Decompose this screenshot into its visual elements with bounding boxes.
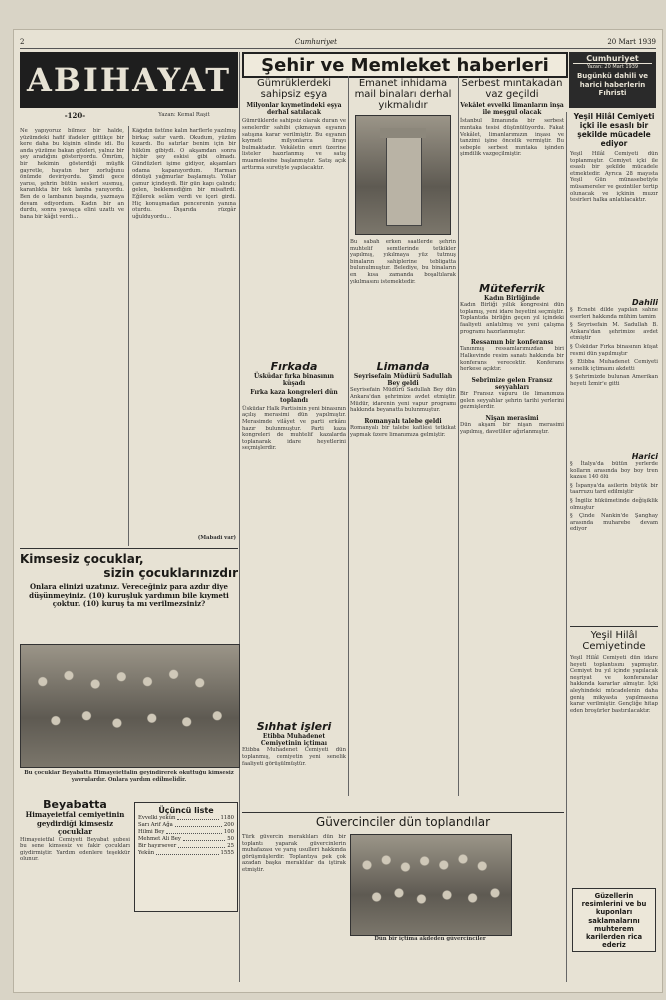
orphans-appeal bbox=[20, 552, 238, 642]
abihayat-byline-wrap bbox=[130, 112, 238, 126]
abihayat-continued: (Mabadi var) bbox=[197, 535, 236, 541]
pigeon-caption: Dün bir içtima akdeden güvercinciler bbox=[374, 936, 486, 942]
list-row-name: Yekûn bbox=[138, 850, 155, 856]
beyabat-body: Himayeietfal Cemiyeti Beyabat şubesi bu sene kimsesiz ve fakir çocukları giydirmiştir. Yardım edenlere teşekkür olunur. bbox=[20, 836, 130, 863]
orphans-headline-1: Kimsesiz çocuklar, bbox=[20, 552, 144, 566]
issue-date: 20 Mart 1939 bbox=[607, 38, 656, 46]
health-subhead: Etibba Muhadenet Cemiyetinin içtimaı bbox=[260, 733, 328, 748]
list-row-amount: 1180 bbox=[220, 815, 234, 821]
list-row-name: Evvelki yekûn bbox=[138, 815, 176, 821]
foreign-index bbox=[570, 452, 658, 622]
index-item: § İtalya'da bütün yerlerde kolların arasında boy boy tren kazası 140 ölü bbox=[570, 461, 658, 481]
harbor-sub2: Romanyalı talebe geldi bbox=[364, 417, 442, 425]
customs-article bbox=[242, 78, 346, 278]
harbor-article bbox=[350, 360, 456, 590]
abihayat-title: ABIHAYAT bbox=[27, 61, 231, 99]
party-headline: Fırkada bbox=[270, 360, 318, 373]
party-article bbox=[242, 360, 346, 550]
index-item: § Üsküdar Fırka binasının küşat resmi dün yapılmıştır bbox=[570, 343, 658, 357]
party-sub2: Fırka kaza kongreleri dün toplandı bbox=[250, 389, 338, 404]
misc-body2: Tanınmış ressamlarımızdan biri Halkevinde resim sanatı hakkında bir konferans verecektir. Konferans herkese açıktır. bbox=[460, 346, 564, 373]
misc-body: Kadın Birliği yıllık kongresini dün toplamış, yeni idare heyetini seçmiştir. Toplantıda birliğin geçen yıl içindeki faaliyeti anlatılmış ve yeni çalışma programı hazırlanmıştır. bbox=[460, 302, 564, 335]
health-headline: Sıhhat işleri bbox=[256, 720, 332, 733]
misc-subhead: Kadın Birliğinde bbox=[484, 295, 540, 302]
misc-headline: Müteferrik bbox=[479, 282, 545, 295]
green-crescent-top-headline: Yeşil Hilâl Cemiyeti içki ile esaslı bir şekilde mücadele ediyor bbox=[573, 112, 655, 148]
domestic-index bbox=[570, 298, 658, 448]
index-item: § Çinde Nankin'de Şanghay arasında muharebe devam ediyor bbox=[570, 513, 658, 533]
health-article bbox=[242, 720, 346, 810]
foreign-title: Harici bbox=[631, 452, 658, 461]
index-item: § Şehrimizde bulunan Amerikan heyeti İzmir'e gitti bbox=[570, 374, 658, 387]
green-crescent-top-body: Yeşil Hilâl Cemiyeti dün toplanmıştır. Cemiyet içki ile esaslı bir şekilde mücadele etmektedir. Ayrıca 28 mayısta Yeşil Gün münasebetiyle müsamereler ve gezintiler tertip olunacak ve içkinin muzır tesirleri halka anlatılacaktır. bbox=[570, 151, 658, 204]
misc-sub3: Sebrimize gelen Fransız seyyahları bbox=[471, 376, 553, 391]
green-crescent-bottom-headline: Yeşil Hilâl Cemiyetinde bbox=[582, 630, 646, 652]
index-item: § İngiliz hükümetinde değişiklik olmuştur bbox=[570, 497, 658, 511]
domestic-title: Dahili bbox=[632, 298, 658, 307]
section-title: Şehir ve Memleket haberleri bbox=[242, 52, 568, 78]
pigeon-photo bbox=[350, 834, 512, 936]
index-item: § Etibba Muhadenet Cemiyeti senelik içtimaını akdetti bbox=[570, 359, 658, 372]
miscellaneous-section bbox=[460, 282, 564, 752]
third-list-box bbox=[134, 802, 238, 912]
beyabat-article bbox=[20, 798, 130, 988]
beyabat-subhead: Himayeietfal cemiyetinin geydirdiği kimsesiz çocuklar bbox=[25, 810, 125, 836]
abihayat-banner bbox=[20, 52, 238, 108]
pigeon-headline: Güvercinciler dün toplandılar bbox=[315, 815, 491, 829]
municipal-article bbox=[350, 78, 456, 338]
index-box-subtitle: Yazan: 20 Mart 1939 bbox=[586, 64, 639, 70]
beyabat-headline: Beyabatta bbox=[43, 798, 107, 811]
harbor-headline: Limanda bbox=[376, 360, 430, 373]
index-box-headline: Bugünkü dahili ve harici haberlerin Fıhristi bbox=[576, 72, 649, 97]
list-row-name: Bir hayırsever bbox=[138, 843, 177, 849]
list-row-amount: 50 bbox=[227, 836, 234, 842]
list-row-amount: 25 bbox=[227, 843, 234, 849]
pigeon-body-cont bbox=[514, 834, 564, 984]
party-subhead: Üsküdar fırka binasının küşadı bbox=[253, 373, 334, 388]
list-row-name: Hilmi Bey bbox=[138, 829, 165, 835]
domestic-list bbox=[570, 307, 658, 388]
municipal-photo bbox=[355, 115, 451, 235]
municipal-body: Bu sabah erken saatlerde şehrin muhtelif semtlerinde tetkikler yapılmış, yıkılmaya yüz tutmuş binaların sahiplerine tebligatta bulunulmuştur. Belediye, bu binaların en kısa zamanda boşaltılarak yıkılmasını istemektedir. bbox=[350, 239, 456, 285]
free-zone-subhead: Vekâlet evvelki limanların inşa ile meşgul olacak bbox=[460, 102, 564, 117]
index-box bbox=[569, 52, 656, 108]
misc-body4: Dün akşam bir nişan merasimi yapılmış, davetliler ağırlanmıştır. bbox=[460, 422, 564, 435]
free-zone-body: İstanbul limanında bir serbest mıntaka tesisi düşünülüyordu. Fakat Vekâlet, limanlarımızın inşası ve tanzimi işine öncelik vermiştir. Bu sebeple serbest mıntaka işinden şimdilik vazgeçilmiştir. bbox=[460, 118, 564, 158]
misc-sub2: Ressamın bir konferansı bbox=[470, 339, 554, 347]
orphans-photo bbox=[20, 644, 240, 768]
free-zone-headline: Serbest mıntakadan vaz geçildi bbox=[461, 78, 563, 100]
third-list-title: Üçüncü liste bbox=[158, 806, 214, 815]
green-crescent-top bbox=[570, 112, 658, 292]
customs-subhead: Milyonlar kıymetindeki eşya derhal satılacak bbox=[246, 102, 342, 117]
list-row bbox=[138, 850, 234, 857]
index-item: § İspanya'da asilerin büyük bir taarruzu tard edilmiştir bbox=[570, 482, 658, 496]
index-item: § Seyrisefain M. Sadullah B. Ankara'dan şehrimize avdet etmiştir bbox=[570, 322, 658, 342]
third-list-rows bbox=[138, 815, 234, 857]
health-body: Etibba Muhadenet Cemiyeti dün toplanmış, cemiyetin yeni senelik faaliyeti görüşülmüştür. bbox=[242, 747, 346, 767]
paper-name: Cumhuriyet bbox=[294, 38, 337, 46]
harbor-subhead: Seyrisefain Müdürü Sadullah Bey geldi bbox=[353, 373, 453, 388]
list-row-amount: 100 bbox=[223, 829, 234, 835]
list-row bbox=[138, 822, 234, 829]
free-zone-article bbox=[460, 78, 564, 268]
list-row bbox=[138, 829, 234, 836]
harbor-body2: Romanyalı bir talebe kafilesi tetkikat yapmak üzere limanımıza gelmiştir. bbox=[350, 424, 456, 438]
page-number: 2 bbox=[20, 38, 25, 46]
party-body: Üsküdar Halk Partisinin yeni binasının açılış merasimi dün yapılmıştır. Merasimde vilâyet ve parti erkânı hazır bulunmuştur. Parti kaza kongreleri de muhtelif kazalarda toplanarak idare heyetlerini seçmişlerdir. bbox=[242, 405, 346, 452]
beauty-coupon-notice bbox=[572, 888, 656, 952]
foreign-list bbox=[570, 461, 658, 533]
orphans-appeal-text: Onlara elinizi uzatınız. Vereceğiniz para azdır diye düşünmeyiniz. (10) kuruşluk yardımın bile kıymeti çoktur. (10) kuruş ta mı verilmezsiniz? bbox=[29, 582, 229, 608]
list-row-name: Sarı Arif Ağa bbox=[138, 822, 173, 828]
abihayat-byline: Yazan: Kemal Raşit bbox=[158, 112, 210, 118]
beauty-coupon-text: Güzellerin resimlerini ve bu kuponları saklamalarını muhterem karilerden rica ederiz bbox=[581, 892, 647, 950]
page-header bbox=[20, 36, 656, 49]
misc-sub4: Nişan merasimi bbox=[485, 414, 539, 422]
orphans-headline-2: sizin çocuklarınızdır bbox=[103, 566, 238, 580]
list-row bbox=[138, 836, 234, 843]
harbor-body: Seyrisefain Müdürü Sadullah Bey dün Ankara'dan şehrimize avdet etmiştir. Müdür, idarenin yeni vapur programı hakkında beyanatta bulunmuştur. bbox=[350, 387, 456, 414]
index-box-title: Cumhuriyet bbox=[573, 54, 652, 64]
index-item: § Ecnebi dilde yapılan sahne eserleri hakkında mühim tamim bbox=[570, 307, 658, 320]
abihayat-column-2: Kâğıdın üstüne kalın harflerle yazılmış birkaç satır vardı. Okudum, yüzüm kızardı. Bu satırlar benim için bir hüküm gibiydi. O akşamdan sonra hiçbir şey eskisi gibi olmadı. Gündüzleri işime gidiyor, akşamları odama kapanıyordum. Harman dönüşü yağmurlar başlamıştı. Yollar çamur içindeydi. Bir gün kapı çalındı; gelen, beklemediğim bir misafirdi. Eğilerek selâm verdi ve içeri girdi. Hiç konuşmadan pencerenin yanına oturdu. Dışarıda rüzgâr uğulduyordu... bbox=[132, 128, 236, 220]
list-row-amount: 200 bbox=[223, 822, 234, 828]
pigeon-body: Türk güvercin meraklıları dün bir toplantı yaparak güvercinlerin muhafazası ve yarış usulleri hakkında görüşmüşlerdir. Toplantıya pek çok azadan başka meraklılar da iştirak etmiştir. bbox=[242, 834, 346, 873]
municipal-headline: Emanet inhidama mail binaları derhal yıkmalıdır bbox=[354, 78, 452, 111]
abihayat-serial-wrap bbox=[20, 112, 130, 126]
pigeon-headline-wrap bbox=[242, 815, 564, 831]
orphans-caption: Bu çocuklar Beyabatta Himayeietfalin geyindirerek okuttuğu kimsesiz yavrulardır. Onlara yardım edilmelidir. bbox=[24, 770, 234, 783]
customs-body: Gümrüklerde sahipsiz olarak duran ve senelerdir sahibi çıkmayan eşyanın satışına karar verilmiştir. Bu eşyanın kıymeti milyonlarca lirayı bulmaktadır. Vekâletin emri üzerine listeler hazırlanmış ve satış muamelesine başlanmıştır. Satış açık arttırma suretiyle yapılacaktır. bbox=[242, 118, 346, 171]
abihayat-serial: -120- bbox=[64, 112, 86, 120]
abihayat-column-1: Ne yapıyoruz bilmez bir halde, yüzümdeki hafif ifadeler gittikçe bir kere daha bu kişinin elinde idi. Bu anda yüzüme bakan gözleri, yalnız bir şey aradığını gösteriyordu. Ömrüm, bir hekimin gösterdiği müşfik gayretle, hayatın her zorluğunu önümde deviriyordu. Şimdi gece yarısı, şehrin bütün sesleri susmuş, karanlıkta bir tek lamba yanıyordu. Ben de o lambanın başında, yazmaya devam ediyordum. Kadın bir an durdu, sonra yavaşça elini uzattı ve bana bir kâğıt verdi... bbox=[20, 128, 124, 220]
list-row bbox=[138, 843, 234, 850]
customs-headline: Gümrüklerdeki sahipsiz eşya bbox=[256, 78, 331, 100]
green-crescent-bottom bbox=[570, 630, 658, 880]
newspaper-page bbox=[14, 30, 662, 992]
list-row bbox=[138, 815, 234, 822]
misc-body3: Bir Fransız vapuru ile limanımıza gelen seyyahlar şehrin tarihi yerlerini gezmişlerdir. bbox=[460, 391, 564, 411]
list-row-name: Mehmet Ali Bey bbox=[138, 836, 181, 842]
green-crescent-bottom-body: Yeşil Hilâl Cemiyeti dün idare heyeti toplantısını yapmıştır. Cemiyet bu yıl içinde yapılacak neşriyat ve konferanslar hakkında kararlar almıştır. İçki aleyhindeki mücadelenin daha geniş mikyasta yapılmasına karar verilmiştir. Gençliğe hitap eden broşürler bastırılacaktır. bbox=[570, 655, 658, 714]
list-row-amount: 1555 bbox=[220, 850, 234, 856]
